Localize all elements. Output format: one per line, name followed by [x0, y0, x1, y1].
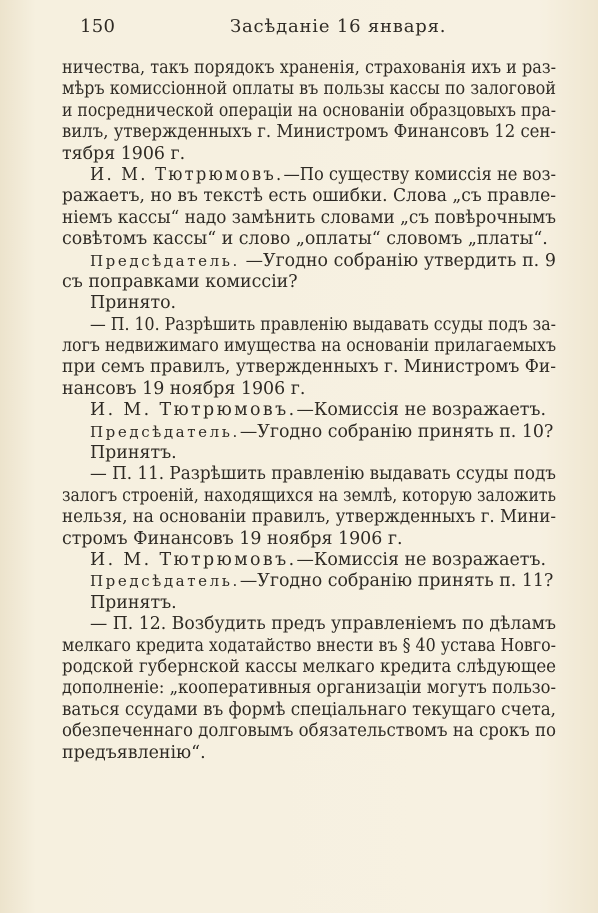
text-line: [90, 293, 584, 314]
line-text: — П. 10. Разрѣшить правленію выдавать ссуды подъ за-: [90, 314, 556, 335]
line-text: ваться ссудами въ формѣ спеціальнаго текущаго счета,: [62, 699, 556, 720]
line-text: вилъ, утвержденныхъ г. Министромъ Финансовъ 12 сен-: [62, 122, 556, 143]
text-line: [62, 657, 561, 678]
speaker-name: И. М. Тютрюмовъ.: [90, 400, 297, 421]
text-line: [62, 229, 584, 250]
page-number: 150: [80, 16, 116, 37]
line-text: обезпеченнаго долговымъ обязательствомъ на срокъ по: [62, 721, 556, 742]
line-text: стромъ Финансовъ 19 ноября 1906 г.: [62, 528, 403, 549]
speaker-name: И. М. Тютрюмовъ.: [90, 549, 297, 570]
line-text: совѣтомъ кассы“ и слово „оплаты“ словомъ „платы“.: [62, 229, 548, 250]
line-text: тября 1906 г.: [62, 143, 186, 164]
text-line: [62, 208, 568, 229]
line-text: — П. 12. Возбудить предъ управленіемъ по дѣламъ: [90, 614, 557, 635]
line-text: —Комиссія не возражаетъ.: [296, 549, 547, 570]
line-text: и посреднической операціи на основаніи образцовыхъ пра-: [62, 100, 557, 121]
text-line: [62, 678, 556, 699]
running-title: Засѣданіе 16 января.: [230, 16, 447, 37]
line-text: —Комиссія не возражаетъ.: [296, 400, 547, 421]
line-text: Принятъ.: [90, 443, 177, 464]
speaker-name: Предсѣдатель.: [90, 251, 240, 270]
line-text: мѣръ комиссіонной оплаты въ пользы кассы по залоговой: [62, 79, 556, 100]
line-text: при семъ правилъ, утвержденныхъ г. Министромъ Фи-: [62, 357, 557, 378]
text-line: [62, 635, 556, 657]
line-text: дополненіе: „кооперативныя организаціи могутъ пользо-: [62, 678, 556, 699]
line-text: логъ недвижимаго имущества на основаніи прилагаемыхъ: [62, 336, 557, 357]
speaker-line: [90, 251, 584, 272]
speaker-name: Предсѣдатель.: [90, 422, 240, 441]
text-line: [62, 743, 584, 764]
line-text: предъявленію“.: [62, 742, 206, 763]
text-line: [90, 443, 584, 464]
text-line: [62, 272, 584, 293]
line-text: Принятъ.: [90, 592, 177, 613]
text-line: [62, 379, 584, 400]
text-line: [62, 100, 557, 122]
line-text: — П. 11. Разрѣшить правленію выдавать ссуды подъ: [90, 464, 556, 485]
line-text: родской губернской кассы мелкаго кредита слѣдующее: [62, 656, 557, 677]
text-line: [90, 314, 556, 336]
text-line: [90, 464, 567, 485]
text-line: [62, 144, 584, 165]
text-line: [62, 336, 557, 357]
text-line: [90, 593, 584, 614]
text-line: [62, 58, 556, 79]
text-line: [62, 357, 573, 378]
text-line: [62, 186, 575, 207]
speaker-line: [90, 571, 584, 592]
speaker-line: [90, 164, 556, 186]
line-text: залогъ строеній, находящихся на землѣ, которую заложить: [62, 485, 557, 506]
body-text: [62, 58, 584, 764]
line-text: —Угодно собранію утвердить п. 9: [239, 250, 556, 271]
line-text: мелкаго кредита ходатайство внести въ § 40 устава Новго-: [62, 635, 556, 656]
line-text: съ поправками комиссіи?: [62, 271, 298, 292]
text-line: [62, 721, 559, 742]
line-text: ничества, такъ порядокъ храненія, страхованія ихъ и раз-: [62, 58, 556, 78]
text-line: [62, 122, 557, 143]
speaker-name: И. М. Тютрюмовъ.: [90, 164, 284, 185]
text-line: [62, 79, 556, 100]
speaker-line: [90, 422, 584, 443]
text-line: [62, 700, 564, 721]
line-text: нансовъ 19 ноября 1906 г.: [62, 378, 306, 399]
text-line: [90, 614, 580, 635]
speaker-name: Предсѣдатель.: [90, 572, 240, 591]
text-line: [62, 485, 557, 507]
line-text: —По существу комиссія не воз-: [283, 164, 556, 185]
line-text: нельзя, на основаніи правилъ, утвержденныхъ г. Мини-: [62, 507, 556, 528]
line-text: —Угодно собранію принять п. 11?: [239, 571, 554, 592]
line-text: Принято.: [90, 293, 177, 314]
line-text: ніемъ кассы“ надо замѣнить словами „съ повѣрочнымъ: [62, 207, 556, 228]
line-text: ражаетъ, но въ текстѣ есть ошибки. Слова „съ правле-: [62, 186, 556, 207]
text-line: [62, 529, 584, 550]
speaker-line: [90, 550, 584, 571]
line-text: —Угодно собранію принять п. 10?: [239, 421, 554, 442]
page-header: [80, 16, 550, 42]
speaker-line: [90, 400, 584, 421]
text-line: [62, 507, 562, 528]
